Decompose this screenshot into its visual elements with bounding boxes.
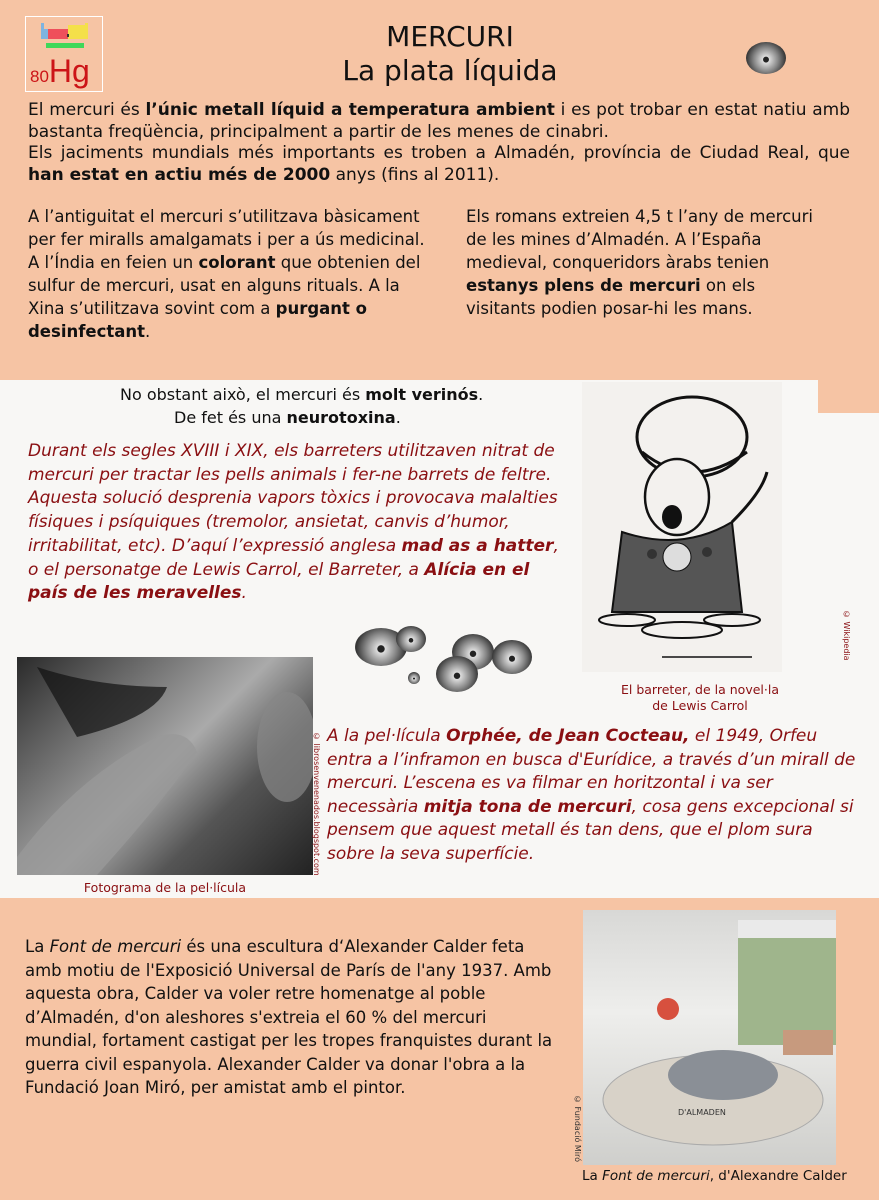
text: El mercuri és (28, 100, 146, 120)
highlight: Orphée, de Jean Cocteau, (446, 726, 690, 746)
film-caption: Fotograma de la pel·lícula (83, 880, 247, 895)
caption-line: El barreter, de la novel·la (620, 682, 780, 697)
mercury-droplet-image (408, 672, 420, 684)
artwork-title: Font de mercuri (602, 1168, 710, 1184)
text: La (582, 1168, 603, 1184)
mercury-droplet-image (396, 626, 426, 652)
mercury-droplet-image (746, 42, 786, 74)
toxicity-warning (120, 383, 560, 429)
text: A la pel·lícula (327, 726, 447, 746)
text: De fet és una (174, 408, 287, 427)
atomic-number: 80 (30, 67, 49, 86)
periodic-table-icon (40, 23, 90, 53)
element-symbol (30, 53, 90, 90)
mercury-droplet-image (436, 656, 478, 692)
text: és una escultura d‘Alexander Calder feta amb motiu de l'Exposició Universal de París de l'any 1937. Amb aquesta obra, Calder va voler retre homenatge al poble d’Almadén, d'on aleshores s'extreia el 60 % del mercuri mundial, fortament castigat per les tropes franquistes durant la guerra civil espanyola. Alexander Calder va donar l'obra a la Fundació Joan Miró, per amistat amb el pintor. (25, 937, 553, 1097)
highlight: mitja tona de mercuri (423, 796, 632, 817)
element-logo (25, 16, 103, 92)
text: on els visitants podien posar-hi les mans. (466, 276, 756, 318)
engraving-text: D'ALMADEN (678, 1108, 726, 1117)
film-still-image (17, 657, 313, 875)
antiquity-paragraph (28, 205, 428, 343)
text: A l’antiguitat el mercuri s’utilitzava bàsicament per fer miralls amalgamats i per a ús medicinal. A l’Índia en feien un (28, 207, 425, 272)
symbol: Hg (48, 53, 90, 89)
highlight: l’únic metall líquid a temperatura ambient (145, 100, 555, 120)
text: . (145, 322, 151, 341)
artwork-title: Font de mercuri (49, 937, 182, 956)
fundacio-credit: © Fundació Miró (573, 1095, 582, 1163)
text: Durant els segles XVIII i XIX, els barreters utilitzaven nitrat de mercuri per tractar les pells animals i fer-ne barrets de feltre. Aquesta solució desprenia vapors tòxics i provocava malalties físiques i psíquiques (tremolor, ansietat, canvis d’humor, irritabilitat, etc). D’aquí l’expressió anglesa (28, 441, 558, 556)
wikipedia-credit: © Wikipedia (842, 610, 851, 661)
decorative-tab (818, 375, 879, 413)
text: i es pot trobar en estat natiu amb bastanta freqüència, principalment a partir de les menes de cinabri. (28, 100, 850, 142)
text: . (241, 583, 247, 604)
text: Els romans extreien 4,5 t l’any de mercuri de les mines d’Almadén. A l’España medieval, conqueridors àrabs tenien (466, 207, 813, 272)
highlight: colorant (198, 253, 276, 272)
highlight: Alícia en el país de les meravelles (28, 559, 530, 604)
hatters-paragraph (28, 440, 568, 606)
highlight: estanys plens de mercuri (466, 276, 701, 295)
text: , cosa gens excepcional si pensem que aquest metall és tan dens, que el plom sura sobre la seva superfície. (327, 796, 854, 864)
intro-line-2 (28, 143, 850, 186)
romans-paragraph (466, 205, 826, 320)
title-line-2: La plata líquida (342, 54, 558, 87)
highlight: mad as a hatter (401, 535, 554, 556)
orphee-paragraph (327, 725, 857, 866)
highlight: purgant o desinfectant (28, 299, 367, 341)
film-credit: © librosenvenenados.blogspot.com (312, 732, 321, 876)
fountain-caption (582, 1168, 852, 1184)
intro-paragraph (28, 100, 850, 186)
mercury-droplet-image (492, 640, 532, 674)
text: , o el personatge de Lewis Carrol, el Barreter, a (28, 535, 559, 580)
text: . (478, 385, 484, 404)
film-hands (17, 657, 313, 875)
intro-line-1 (28, 100, 850, 143)
caption-line: de Lewis Carrol (652, 698, 748, 713)
mercury-fountain-photo (583, 910, 836, 1165)
highlight: neurotoxina (286, 408, 396, 427)
hatter-caption (600, 682, 800, 714)
warning-line-2 (120, 406, 560, 429)
mad-hatter-illustration (582, 382, 782, 672)
highlight: molt verinós (365, 385, 479, 404)
text: anys (fins al 2011). (330, 164, 500, 185)
text: , d'Alexandre Calder (709, 1168, 847, 1184)
page-title (250, 20, 650, 88)
text: el 1949, Orfeu entra a l’inframon en busca d'Eurídice, a través d’un mirall de mercuri. L’escena es va filmar en horitzontal i va ser necessària (327, 726, 856, 817)
text: Els jaciments mundials més importants es troben a Almadén, província de Ciudad Real, que (28, 143, 850, 163)
text: que obtenien del sulfur de mercuri, usat en alguns rituals. A la Xina s’utilitzava sovint com a (28, 253, 421, 318)
fountain-drawing (583, 910, 836, 1165)
text: . (395, 408, 401, 427)
highlight: han estat en actiu més de 2000 (28, 164, 331, 185)
warning-line-1 (120, 383, 560, 406)
text: La (25, 937, 50, 956)
calder-paragraph (25, 935, 555, 1100)
title-line-1: MERCURI (386, 20, 514, 53)
text: No obstant això, el mercuri és (120, 385, 366, 404)
hatter-drawing (582, 382, 782, 672)
